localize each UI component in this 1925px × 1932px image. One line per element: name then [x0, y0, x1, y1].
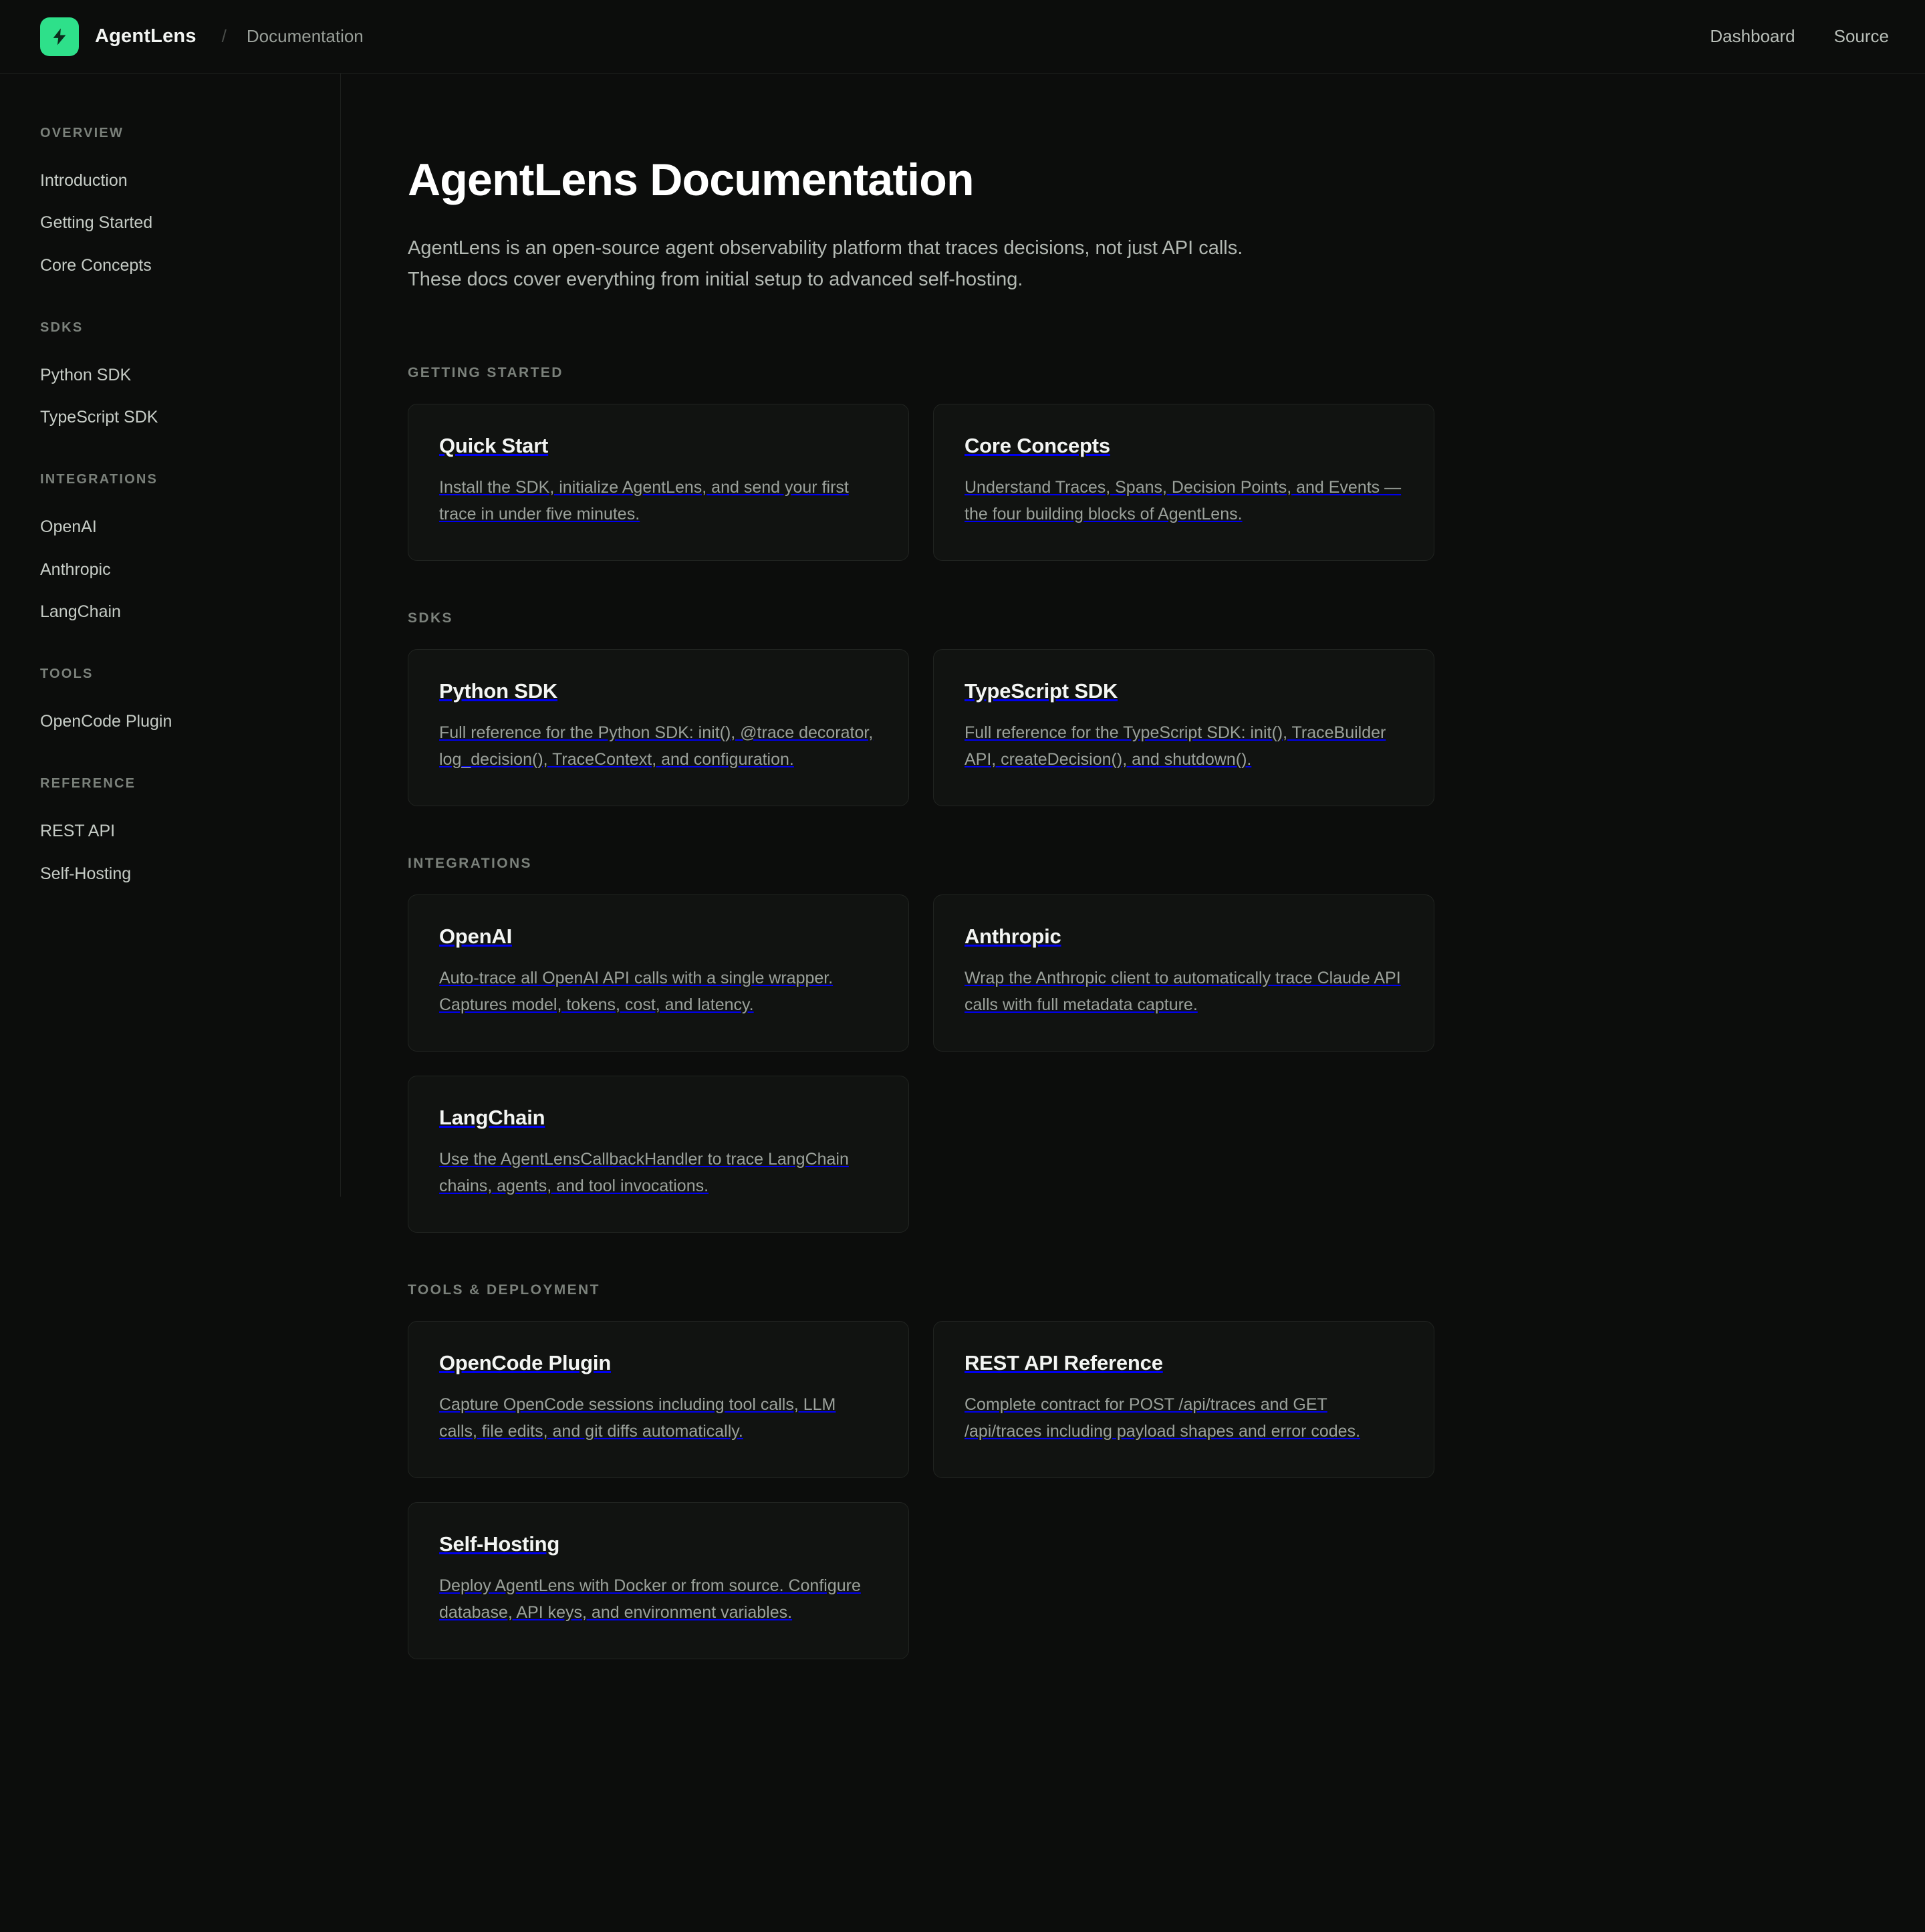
main-content [341, 74, 1925, 1829]
brand-name: AgentLens [95, 25, 197, 47]
sidebar-item-self-hosting[interactable]: Self-Hosting [40, 864, 132, 883]
doc-card-python-sdk[interactable] [408, 649, 909, 806]
sidebar-item-introduction[interactable]: Introduction [40, 171, 128, 190]
doc-card-title: Anthropic [965, 924, 1061, 948]
doc-card-langchain[interactable] [408, 1076, 909, 1233]
sidebar-group-reference [0, 776, 340, 895]
section-sdks [408, 610, 1925, 806]
sidebar-group-sdks [0, 320, 340, 439]
section-heading-tools-deployment: TOOLS & DEPLOYMENT [408, 1282, 600, 1298]
card-grid-tools-deployment [408, 1321, 1925, 1659]
doc-card-description: Understand Traces, Spans, Decision Points, and Events — the four building blocks of AgentLens. [965, 477, 1402, 524]
bolt-icon [40, 17, 79, 56]
section-getting-started [408, 365, 1925, 561]
doc-card-title: TypeScript SDK [965, 679, 1118, 703]
doc-card-title: Self-Hosting [439, 1532, 560, 1556]
card-grid-getting-started [408, 404, 1925, 561]
sidebar-heading-integrations: INTEGRATIONS [40, 472, 158, 487]
doc-card-description: Wrap the Anthropic client to automatically trace Claude API calls with full metadata capture. [965, 968, 1401, 1015]
section-heading-integrations: INTEGRATIONS [408, 855, 532, 871]
doc-card-description: Use the AgentLensCallbackHandler to trace LangChain chains, agents, and tool invocations. [439, 1149, 849, 1196]
doc-card-title: Python SDK [439, 679, 558, 703]
sidebar-heading-sdks: SDKS [40, 320, 84, 335]
sidebar-item-getting-started[interactable]: Getting Started [40, 213, 153, 233]
sidebar-heading-reference: REFERENCE [40, 776, 136, 792]
doc-card-title: Core Concepts [965, 433, 1110, 457]
brand[interactable] [40, 17, 197, 56]
doc-card-description: Install the SDK, initialize AgentLens, and send your first trace in under five minutes. [439, 477, 849, 524]
doc-card-description: Complete contract for POST /api/traces and GET /api/traces including payload shapes and error codes. [965, 1395, 1361, 1441]
sidebar-item-openai[interactable]: OpenAI [40, 517, 97, 537]
card-grid-sdks [408, 649, 1925, 806]
sidebar-item-python-sdk[interactable]: Python SDK [40, 365, 132, 384]
sidebar-group-tools [0, 667, 340, 743]
doc-card-quick-start[interactable] [408, 404, 909, 561]
top-bar [0, 0, 1925, 74]
doc-card-description: Auto-trace all OpenAI API calls with a single wrapper. Captures model, tokens, cost, and latency. [439, 968, 833, 1015]
section-heading-getting-started: GETTING STARTED [408, 364, 563, 380]
page-intro: AgentLens is an open-source agent observability platform that traces decisions, not just API calls. These docs cover everything from initial setup to advanced self-hosting. [408, 237, 1243, 290]
sidebar-group-overview [0, 126, 340, 287]
doc-card-typescript-sdk[interactable] [933, 649, 1434, 806]
sidebar-heading-overview: OVERVIEW [40, 126, 124, 140]
breadcrumb-separator: / [221, 26, 227, 46]
sidebar-group-integrations [0, 472, 340, 633]
doc-card-description: Full reference for the Python SDK: init(), @trace decorator, log_decision(), TraceContext, and configuration. [439, 723, 874, 769]
doc-card-self-hosting[interactable] [408, 1502, 909, 1659]
top-nav [1710, 26, 1889, 47]
nav-link-source[interactable]: Source [1833, 26, 1889, 46]
doc-card-description: Deploy AgentLens with Docker or from source. Configure database, API keys, and environment variables. [439, 1576, 861, 1622]
sidebar-item-langchain[interactable]: LangChain [40, 602, 121, 621]
sidebar-heading-tools: TOOLS [40, 667, 94, 681]
sidebar-item-core-concepts[interactable]: Core Concepts [40, 255, 152, 275]
doc-card-rest-api-reference[interactable] [933, 1321, 1434, 1478]
sidebar [0, 74, 341, 1197]
doc-card-opencode-plugin[interactable] [408, 1321, 909, 1478]
sidebar-item-opencode-plugin[interactable]: OpenCode Plugin [40, 712, 172, 731]
section-heading-sdks: SDKS [408, 610, 453, 626]
doc-card-title: OpenAI [439, 924, 513, 948]
doc-card-title: LangChain [439, 1105, 545, 1129]
page-shell [0, 74, 1925, 1829]
breadcrumb-current: Documentation [246, 26, 364, 46]
doc-card-openai[interactable] [408, 894, 909, 1052]
doc-card-core-concepts[interactable] [933, 404, 1434, 561]
sidebar-item-rest-api[interactable]: REST API [40, 822, 116, 841]
section-tools-deployment [408, 1282, 1925, 1659]
nav-link-dashboard[interactable]: Dashboard [1710, 26, 1795, 46]
card-grid-integrations [408, 894, 1925, 1233]
doc-card-title: REST API Reference [965, 1350, 1163, 1374]
doc-card-title: OpenCode Plugin [439, 1350, 612, 1374]
section-integrations [408, 856, 1925, 1233]
page-title: AgentLens Documentation [408, 154, 974, 205]
doc-card-anthropic[interactable] [933, 894, 1434, 1052]
doc-card-description: Full reference for the TypeScript SDK: init(), TraceBuilder API, createDecision(), and shutdown(). [965, 723, 1386, 769]
sidebar-item-typescript-sdk[interactable]: TypeScript SDK [40, 408, 158, 427]
doc-card-description: Capture OpenCode sessions including tool calls, LLM calls, file edits, and git diffs automatically. [439, 1395, 836, 1441]
doc-card-title: Quick Start [439, 433, 549, 457]
sidebar-item-anthropic[interactable]: Anthropic [40, 560, 111, 579]
